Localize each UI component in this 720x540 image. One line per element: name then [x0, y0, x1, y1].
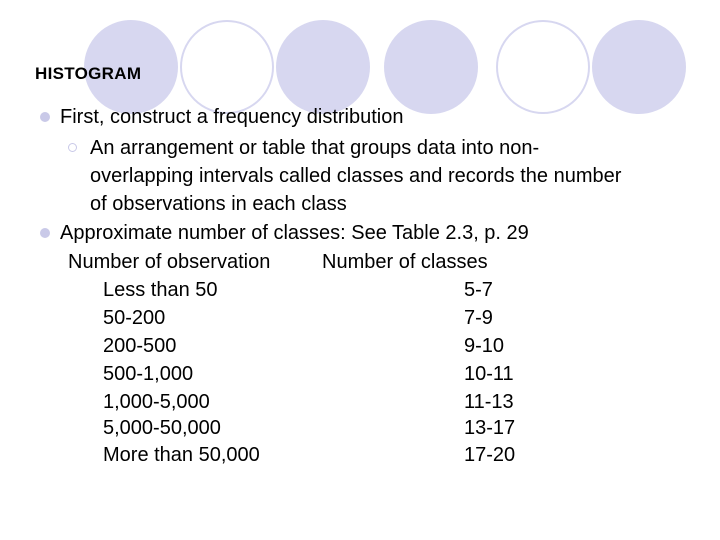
table-cell-classes: 17-20: [464, 444, 516, 466]
decor-circle-5: [496, 20, 590, 114]
table-cell-classes: 13-17: [464, 417, 516, 439]
table-cell-observations: 200-500: [103, 335, 177, 357]
sub-bullet-line-2: overlapping intervals called classes and records the number: [90, 165, 622, 187]
decor-circle-4: [384, 20, 478, 114]
table-cell-classes: 11-13: [464, 391, 514, 413]
table-cell-observations: 1,000-5,000: [103, 391, 210, 413]
table-cell-classes: 9-10: [464, 335, 505, 357]
table-cell-classes: 7-9: [464, 307, 493, 329]
table-cell-observations: More than 50,000: [103, 444, 260, 466]
sub-bullet-line-1: An arrangement or table that groups data into non-: [90, 137, 540, 159]
bullet-dot-icon: [40, 112, 50, 122]
table-header-observations: Number of observation: [68, 251, 271, 273]
table-cell-observations: 50-200: [103, 307, 166, 329]
bullet-2-text: Approximate number of classes: See Table 2.3, p. 29: [60, 222, 529, 244]
table-cell-observations: 5,000-50,000: [103, 417, 221, 439]
decor-circle-2: [180, 20, 274, 114]
sub-bullet-line-3: of observations in each class: [90, 193, 347, 215]
decor-circle-6: [592, 20, 686, 114]
table-header-classes: Number of classes: [322, 251, 488, 273]
bullet-1-text: First, construct a frequency distribution: [60, 106, 404, 128]
slide-title: HISTOGRAM: [35, 64, 142, 83]
sub-bullet-ring-icon: [68, 143, 77, 152]
decor-circle-3: [276, 20, 370, 114]
table-cell-classes: 10-11: [464, 363, 514, 385]
table-cell-classes: 5-7: [464, 279, 493, 301]
bullet-dot-icon: [40, 228, 50, 238]
table-cell-observations: Less than 50: [103, 279, 218, 301]
table-cell-observations: 500-1,000: [103, 363, 194, 385]
